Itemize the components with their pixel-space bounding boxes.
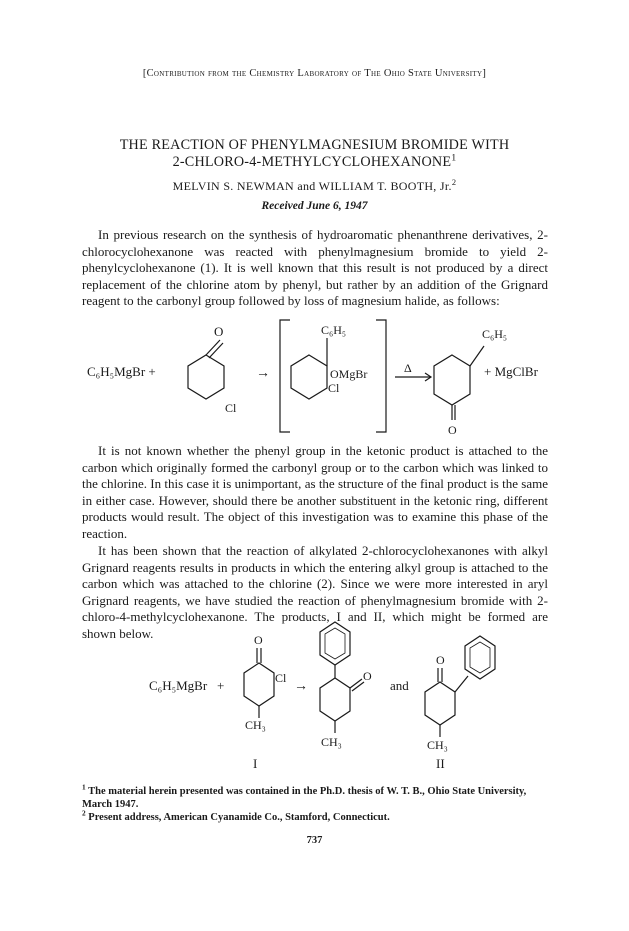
scheme2-plus: + [217, 678, 225, 693]
scheme2-reagent: C₆H₅MgBr [149, 678, 208, 693]
footnote-1-mark: 1 [82, 782, 86, 792]
contribution-header: [Contribution from the Chemistry Laboratory of The Ohio State University] [142, 68, 487, 79]
scheme1-cl-label: Cl [225, 401, 237, 415]
product-ring [434, 355, 470, 405]
scheme2-and: and [390, 678, 409, 693]
left-bracket [280, 320, 290, 432]
product1-ring [320, 678, 350, 721]
title-line-1: THE REACTION OF PHENYLMAGNESIUM BROMIDE WITH [119, 137, 510, 153]
scheme1-reagent: C₆H₅MgBr + [87, 364, 156, 379]
label-I: I [253, 756, 258, 771]
scheme1-arrow-1: → [256, 366, 270, 381]
scheme2-cl-label: Cl [275, 671, 287, 685]
byproduct: + MgClBr [484, 364, 538, 379]
article-title [0, 137, 629, 171]
product2-o: O [436, 653, 445, 667]
product-phenyl: C₆H₅ [482, 327, 508, 341]
reaction-scheme-1 [87, 320, 539, 437]
reaction-scheme-2 [149, 622, 495, 771]
scheme2-arrow: → [294, 679, 308, 694]
title-footnote-mark: 1 [451, 152, 457, 164]
product2-ring [425, 682, 455, 725]
page-number: 737 [306, 835, 323, 846]
paragraph-3-text: It has been shown that the reaction of alkylated 2-chlorocyclohexanones with alkyl Grignard reagents results in products in which the entering alkyl group is attached to the carbon which was attached to the chlorine (2). Since we were more interested in aryl Grignard reagents, we have studied the reaction of phenylmagnesium bromide with 2-chloro-4-methylcyclohexanone. The products, I and II, which might be formed are shown below. [82, 543, 548, 641]
product1-o: O [363, 669, 372, 683]
paragraph-3 [82, 543, 548, 643]
scheme2-o-label: O [254, 633, 263, 647]
title-line-2-text: 2-CHLORO-4-METHYLCYCLOHEXANONE [172, 154, 452, 170]
paragraph-1-text: In previous research on the synthesis of hydroaromatic phenanthrene derivatives, 2-chlorocyclohexanone was reacted with phenylmagnesium bromide to yield 2-phenylcyclohexanone (1). It is well known that this result is not produced by a direct replacement of the chlorine atom by phenyl, but rather by an addition of the Grignard reagent to the carbonyl group followed by loss of magnesium halide, as follows: [82, 227, 548, 309]
authors-footnote-mark: 2 [451, 178, 457, 187]
product2-phenyl-inner [470, 642, 490, 673]
intermediate-group: OMgBr [330, 367, 368, 381]
intermediate-cl: Cl [328, 381, 340, 395]
scheme1-o-label: O [214, 324, 224, 339]
footnote-2-text: Present address, American Cyanamide Co., Stamford, Connecticut. [88, 812, 390, 823]
paragraph-2 [82, 443, 548, 543]
footnote-2 [82, 808, 552, 824]
delta-label: Δ [404, 361, 412, 375]
scheme2-reactant-ring [244, 663, 274, 706]
right-bracket [376, 320, 386, 432]
footnote-2-mark: 2 [82, 808, 86, 818]
product-o: O [448, 423, 457, 437]
paragraph-2-text: It is not known whether the phenyl group in the ketonic product is attached to the carbon which originally formed the carbonyl group or to the carbon which was linked to the chlorine. In this case it is unimportant, as the structure of the final product is the same in either case. However, should there be another substituent in the ketonic ring, different products would result. The object of this investigation was to examine this phase of the reaction. [82, 443, 548, 541]
product2-ch3: CH₃ [427, 738, 448, 752]
scheme2-ch3-label: CH₃ [245, 718, 266, 732]
authors-text: MELVIN S. NEWMAN and WILLIAM T. BOOTH, Jr. [172, 179, 452, 193]
reactant-ring [188, 355, 224, 399]
footnote-1-text: The material herein presented was contained in the Ph.D. thesis of W. T. B., Ohio State University, March 1947. [82, 786, 527, 810]
footnote-1 [82, 782, 552, 811]
heat-arrow-head [425, 373, 431, 381]
label-II: II [436, 756, 445, 771]
authors [0, 179, 629, 194]
title-line-2 [0, 154, 629, 171]
paragraph-1 [82, 227, 548, 310]
product1-ch3: CH₃ [321, 735, 342, 749]
intermediate-phenyl: C₆H₅ [321, 323, 347, 337]
received-date: Received June 6, 1947 [261, 200, 368, 212]
intermediate-ring [291, 355, 327, 399]
